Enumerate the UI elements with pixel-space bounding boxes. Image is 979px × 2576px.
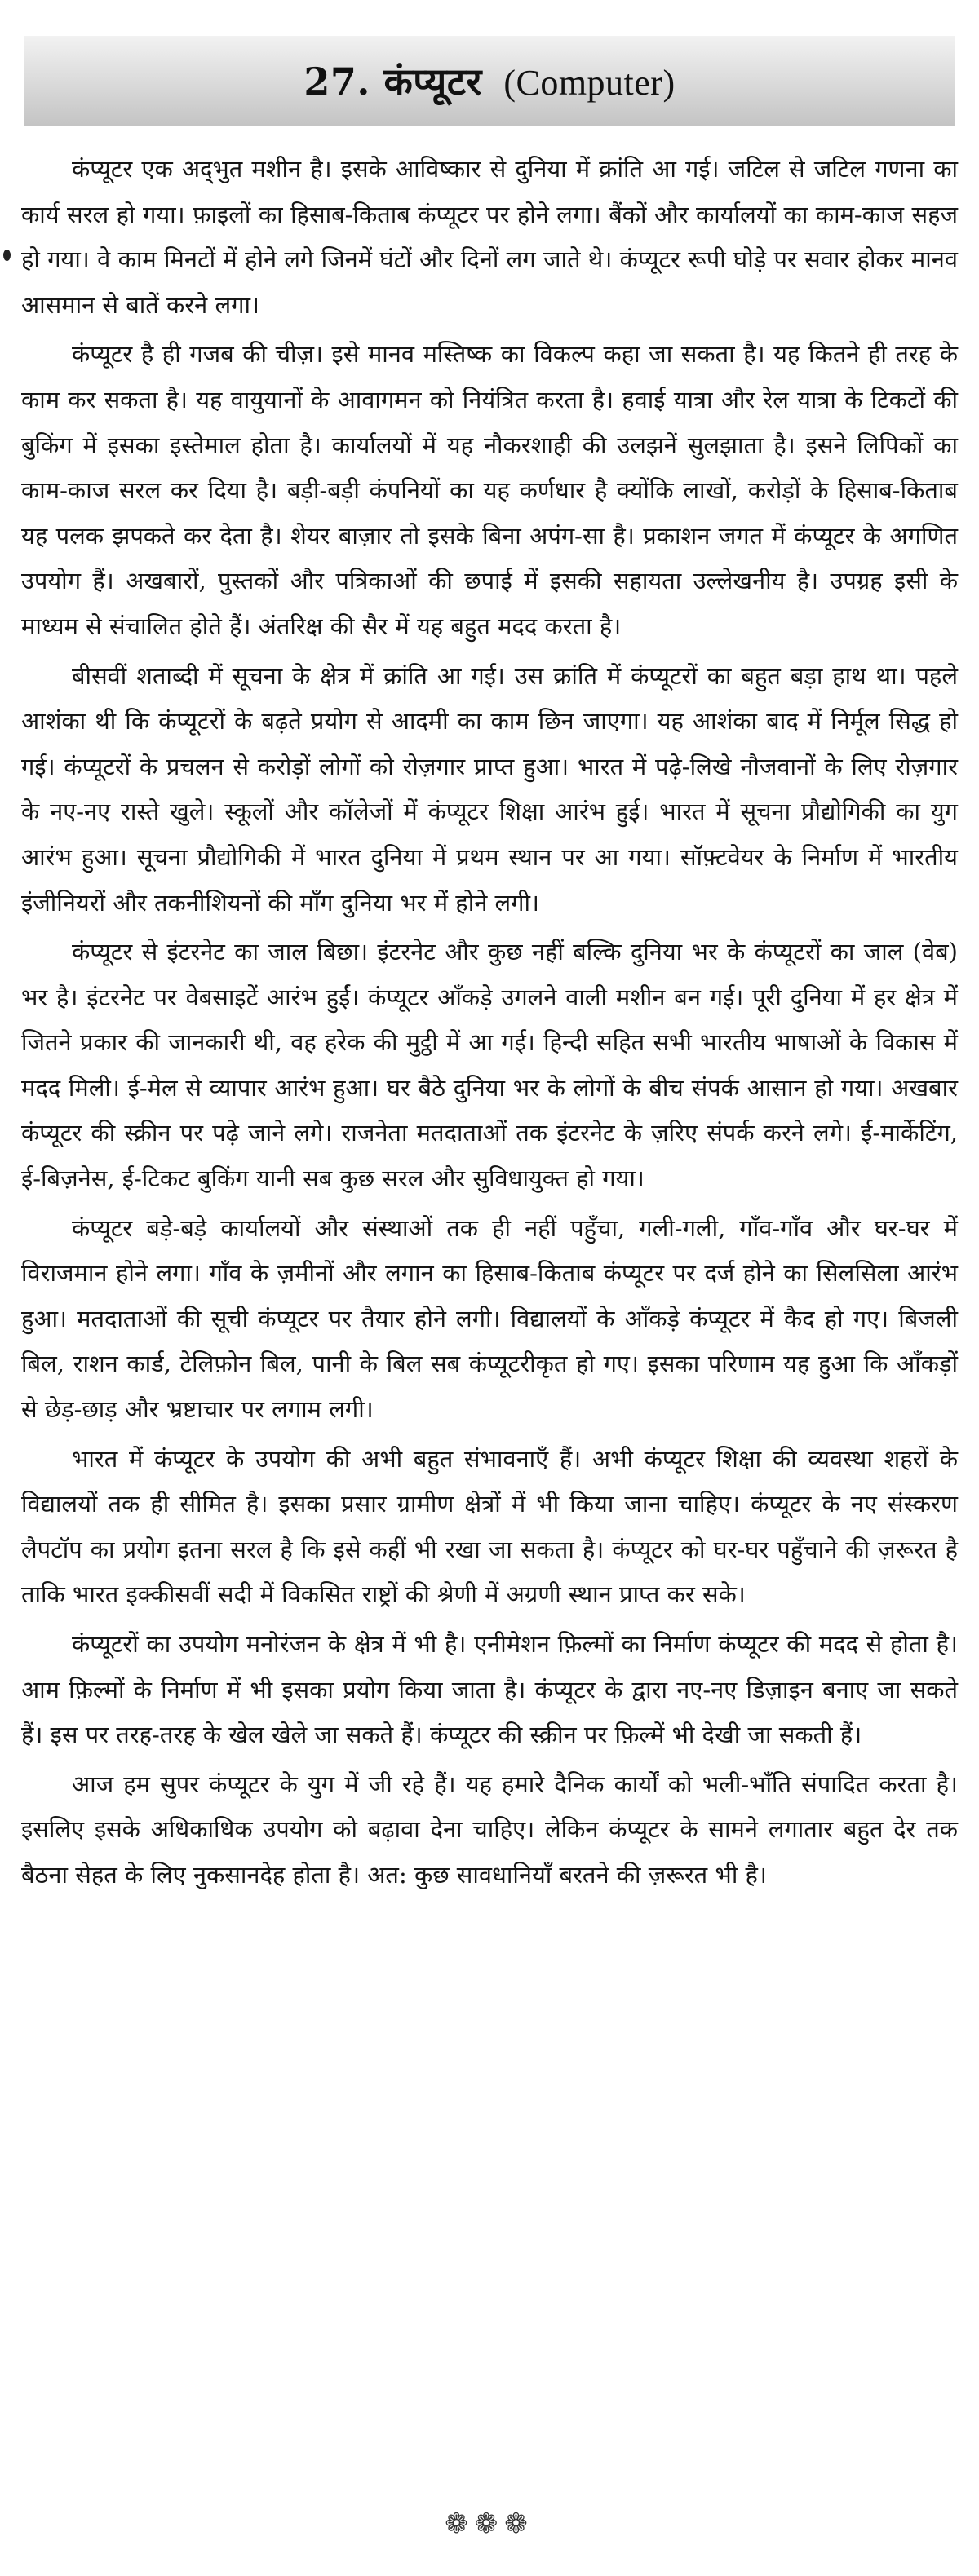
essay-title-english: (Computer) — [503, 63, 676, 103]
paragraph: आज हम सुपर कंप्यूटर के युग में जी रहे हैं। यह हमारे दैनिक कार्यों को भली-भाँति संपादित करता है। इसलिए इसके अधिकाधिक उपयोग को बढ़ावा देना चाहिए। लेकिन कंप्यूटर के सामने लगातार बहुत देर तक बैठना सेहत के लिए नुकसानदेह होता है। अत: कुछ सावधानियाँ बरतने की ज़रूरत भी है। — [21, 1770, 958, 1889]
margin-dot — [3, 250, 11, 261]
paragraph: कंप्यूटरों का उपयोग मनोरंजन के क्षेत्र में भी है। एनीमेशन फ़िल्मों का निर्माण कंप्यूटर की मदद से होता है। आम फ़िल्मों के निर्माण में भी इसका प्रयोग किया जाता है। कंप्यूटर के द्वारा नए-नए डिज़ाइन बनाए जा सकते हैं। इस पर तरह-तरह के खेल खेले जा सकते हैं। कंप्यूटर की स्क्रीन पर फ़िल्में भी देखी जा सकती हैं। — [21, 1630, 958, 1749]
paragraph: कंप्यूटर बड़े-बड़े कार्यालयों और संस्थाओं तक ही नहीं पहुँचा, गली-गली, गाँव-गाँव और घर-घर में विराजमान होने लगा। गाँव के ज़मीनों और लगान का हिसाब-किताब कंप्यूटर पर दर्ज होने का सिलसिला आरंभ हुआ। मतदाताओं की सूची कंप्यूटर पर तैयार होने लगी। विद्यालयों के आँकड़े कंप्यूटर में कैद हो गए। बिजली बिल, राशन कार्ड, टेलिफ़ोन बिल, पानी के बिल सब कंप्यूटरीकृत हो गए। इसका परिणाम यह हुआ कि आँकड़ों से छेड़-छाड़ और भ्रष्टाचार पर लगाम लगी। — [21, 1213, 958, 1424]
flower-ornament-icon: ❁❁❁ — [445, 2508, 534, 2540]
paragraph: बीसवीं शताब्दी में सूचना के क्षेत्र में क्रांति आ गई। उस क्रांति में कंप्यूटरों का बहुत बड़ा हाथ था। पहले आशंका थी कि कंप्यूटरों के बढ़ते प्रयोग से आदमी का काम छिन जाएगा। यह आशंका बाद में निर्मूल सिद्ध हो गई। कंप्यूटरों के प्रचलन से करोड़ों लोगों को रोज़गार प्राप्त हुआ। भारत में पढ़े-लिखे नौजवानों के लिए रोज़गार के नए-नए रास्ते खुले। स्कूलों और कॉलेजों में कंप्यूटर शिक्षा आरंभ हुई। भारत में सूचना प्रौद्योगिकी का युग आरंभ हुआ। सूचना प्रौद्योगिकी में भारत दुनिया में प्रथम स्थान पर आ गया। सॉफ़्टवेयर के निर्माण में भारतीय इंजीनियरों और तकनीशियनों की माँग दुनिया भर में होने लगी। — [21, 661, 958, 917]
paragraph: कंप्यूटर से इंटरनेट का जाल बिछा। इंटरनेट और कुछ नहीं बल्कि दुनिया भर के कंप्यूटरों का जाल (वेब) भर है। इंटरनेट पर वेबसाइटें आरंभ हुईं। कंप्यूटर आँकड़े उगलने वाली मशीन बन गई। पूरी दुनिया में हर क्षेत्र में जितने प्रकार की जानकारी थी, वह हरेक की मुट्ठी में आ गई। हिन्दी सहित सभी भारतीय भाषाओं के विकास में मदद मिली। ई-मेल से व्यापार आरंभ हुआ। घर बैठे दुनिया भर के लोगों के बीच संपर्क आसान हो गया। अखबार कंप्यूटर की स्क्रीन पर पढ़े जाने लगे। राजनेता मतदाताओं तक इंटरनेट के ज़रिए संपर्क करने लगे। ई-मार्केटिंग, ई-बिज़नेस, ई-टिकट बुकिंग यानी सब कुछ सरल और सुविधायुक्त हो गया। — [21, 938, 958, 1193]
title-bar — [24, 36, 955, 126]
essay-body — [21, 147, 958, 1902]
essay-title-hindi: कंप्यूटर — [383, 60, 482, 104]
essay-number: 27. — [303, 60, 370, 104]
essay-title — [303, 55, 675, 106]
paragraph: कंप्यूटर एक अद्‌भुत मशीन है। इसके आविष्कार से दुनिया में क्रांति आ गई। जटिल से जटिल गणना का कार्य सरल हो गया। फ़ाइलों का हिसाब-किताब कंप्यूटर पर होने लगा। बैंकों और कार्यालयों का काम-काज सहज हो गया। वे काम मिनटों में होने लगे जिनमें घंटों और दिनों लग जाते थे। कंप्यूटर रूपी घोड़े पर सवार होकर मानव आसमान से बातें करने लगा। — [21, 155, 958, 319]
paragraph: कंप्यूटर है ही गजब की चीज़। इसे मानव मस्तिष्क का विकल्प कहा जा सकता है। यह कितने ही तरह के काम कर सकता है। यह वायुयानों के आवागमन को नियंत्रित करता है। हवाई यात्रा और रेल यात्रा के टिकटों की बुकिंग में इसका इस्तेमाल होता है। कार्यालयों में यह नौकरशाही की उलझनें सुलझाता है। इसने लिपिकों का काम-काज सरल कर दिया है। बड़ी-बड़ी कंपनियों का यह कर्णधार है क्योंकि लाखों, करोड़ों के हिसाब-किताब यह पलक झपकते कर देता है। शेयर बाज़ार तो इसके बिना अपंग-सा है। प्रकाशन जगत में कंप्यूटर के अगणित उपयोग हैं। अखबारों, पुस्तकों और पत्रिकाओं की छपाई में इसकी सहायता उल्लेखनीय है। उपग्रह इसी के माध्यम से संचालित होते हैं। अंतरिक्ष की सैर में यह बहुत मदद करता है। — [21, 340, 958, 640]
paragraph: भारत में कंप्यूटर के उपयोग की अभी बहुत संभावनाएँ हैं। अभी कंप्यूटर शिक्षा की व्यवस्था शहरों के विद्यालयों तक ही सीमित है। इसका प्रसार ग्रामीण क्षेत्रों में भी किया जाना चाहिए। कंप्यूटर के नए संस्करण लैपटॉप का प्रयोग इतना सरल है कि इसे कहीं भी रखा जा सकता है। कंप्यूटर को घर-घर पहुँचाने की ज़रूरत है ताकि भारत इक्कीसवीं सदी में विकसित राष्ट्रों की श्रेणी में अग्रणी स्थान प्राप्त कर सके। — [21, 1444, 958, 1609]
